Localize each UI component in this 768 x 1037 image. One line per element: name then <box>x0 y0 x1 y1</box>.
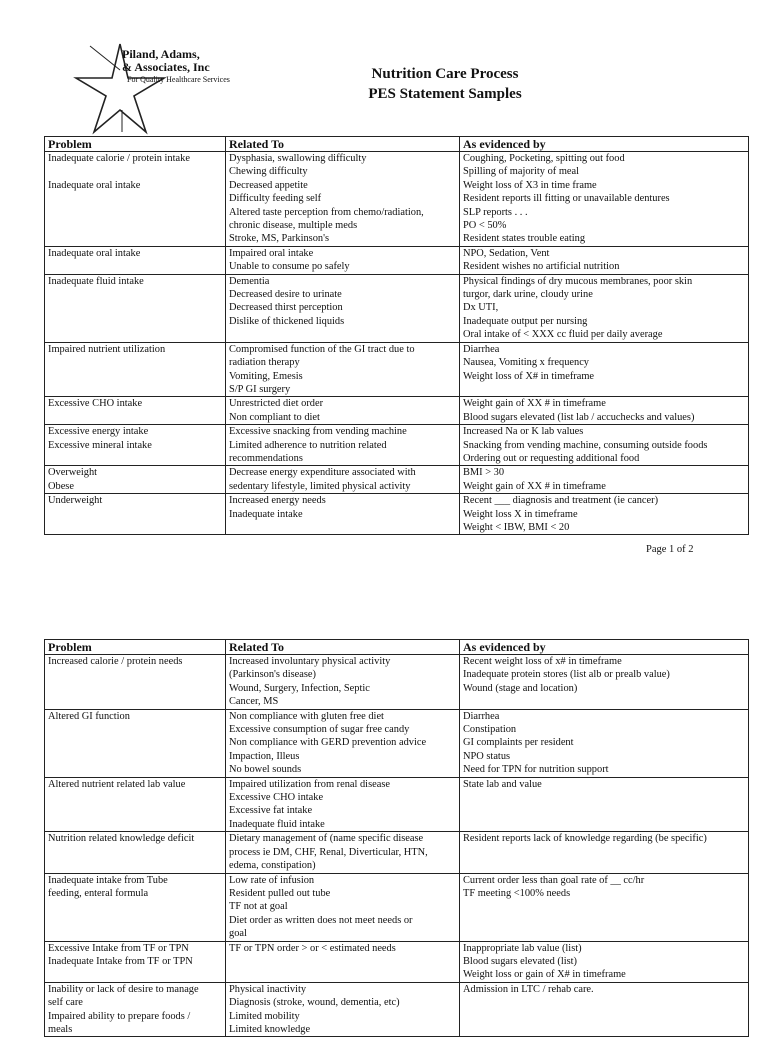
cell-line: meals <box>48 1023 73 1035</box>
related-to-cell <box>226 982 460 1037</box>
logo-line-1: Piland, Adams, <box>122 47 200 61</box>
document-title: Nutrition Care Process <box>371 66 519 82</box>
table-row <box>45 941 749 982</box>
problem-cell <box>45 655 226 710</box>
cell-line: Weight < IBW, BMI < 20 <box>463 521 570 533</box>
related-to-cell <box>226 494 460 535</box>
cell-line: GI complaints per resident <box>463 737 574 749</box>
cell-line: Weight loss X in timeframe <box>463 508 578 520</box>
cell-line: Nutrition related knowledge deficit <box>48 833 195 845</box>
cell-line: Compromised function of the GI tract due to <box>229 343 415 355</box>
cell-line: Weight loss of X# in timeframe <box>463 370 595 382</box>
cell-line: chronic disease, multiple meds <box>229 220 358 232</box>
header-problem: Problem <box>45 137 226 152</box>
cell-line: Increased energy needs <box>229 495 326 507</box>
document-subtitle: PES Statement Samples <box>368 86 522 102</box>
cell-line: Blood sugars elevated (list) <box>463 955 577 967</box>
related-to-cell <box>226 246 460 274</box>
problem-cell <box>45 709 226 777</box>
cell-line: Diet order as written does not meet needs or <box>229 914 413 926</box>
cell-line: Inadequate calorie / protein intake <box>48 153 190 164</box>
cell-line: Constipation <box>463 724 517 736</box>
cell-line: TF meeting <100% needs <box>463 887 571 899</box>
table-body <box>45 152 749 535</box>
cell-line: Low rate of infusion <box>229 874 315 886</box>
cell-line: Coughing, Pocketing, spitting out food <box>463 153 625 164</box>
related-to-cell <box>226 425 460 466</box>
problem-cell <box>45 274 226 342</box>
cell-line: Altered taste perception from chemo/radiation, <box>229 206 424 218</box>
header-related-to: Related To <box>226 640 460 655</box>
evidence-cell <box>460 274 749 342</box>
cell-line: turgor, dark urine, cloudy urine <box>463 289 593 301</box>
cell-line: Oral intake of < XXX cc fluid per daily average <box>463 329 663 341</box>
related-to-cell <box>226 397 460 425</box>
related-to-cell <box>226 466 460 494</box>
cell-line: Resident states trouble eating <box>463 233 586 245</box>
problem-cell <box>45 941 226 982</box>
problem-cell <box>45 466 226 494</box>
cell-line: Excessive mineral intake <box>48 439 152 451</box>
cell-line: Dietary management of (name specific disease <box>229 833 424 845</box>
cell-line: Decreased desire to urinate <box>229 289 342 301</box>
cell-line: Admission in LTC / rehab care. <box>463 983 594 995</box>
cell-line: Difficulty feeding self <box>229 193 322 205</box>
cell-line: Weight gain of XX # in timeframe <box>463 398 606 410</box>
cell-line: Inadequate oral intake <box>48 179 141 191</box>
cell-line: Inadequate output per nursing <box>463 315 588 327</box>
cell-line: Limited knowledge <box>229 1023 311 1035</box>
cell-line: goal <box>229 928 247 940</box>
problem-cell <box>45 832 226 873</box>
cell-line: Stroke, MS, Parkinson's <box>229 233 330 245</box>
evidence-cell <box>460 709 749 777</box>
cell-line: Wound, Surgery, Infection, Septic <box>229 682 370 694</box>
cell-line: Altered nutrient related lab value <box>48 778 186 790</box>
table-row <box>45 494 749 535</box>
cell-line: Impaired ability to prepare foods / <box>48 1010 191 1022</box>
cell-line: TF or TPN order > or < estimated needs <box>229 942 396 954</box>
cell-line: Weight gain of XX # in timeframe <box>463 480 606 492</box>
evidence-cell <box>460 152 749 247</box>
cell-line: Non compliance with GERD prevention advice <box>229 737 427 749</box>
problem-cell <box>45 397 226 425</box>
cell-line: Unable to consume po safely <box>229 261 350 273</box>
cell-line: sedentary lifestyle, limited physical activity <box>229 480 411 492</box>
evidence-cell <box>460 982 749 1037</box>
problem-cell <box>45 873 226 941</box>
table-row <box>45 397 749 425</box>
cell-line: Nausea, Vomiting x frequency <box>463 357 590 369</box>
cell-line: State lab and value <box>463 778 542 790</box>
cell-line: Blood sugars elevated (list lab / accuchecks and values) <box>463 411 695 423</box>
cell-line: Dislike of thickened liquids <box>229 315 345 327</box>
cell-line: Inadequate Intake from TF or TPN <box>48 955 193 967</box>
table-row <box>45 982 749 1037</box>
cell-line <box>48 165 222 178</box>
cell-line: Inadequate intake from Tube <box>48 874 168 886</box>
cell-line: PO < 50% <box>463 220 507 232</box>
cell-line: Excessive snacking from vending machine <box>229 426 407 438</box>
cell-line: Inadequate protein stores (list alb or prealb value) <box>463 669 670 681</box>
cell-line: Resident reports lack of knowledge regarding (be specific) <box>463 833 707 845</box>
related-to-cell <box>226 709 460 777</box>
table-row <box>45 873 749 941</box>
table-row <box>45 466 749 494</box>
cell-line: Limited mobility <box>229 1010 300 1022</box>
cell-line: Excessive fat intake <box>229 805 313 817</box>
cell-line: Impaction, Illeus <box>229 750 300 762</box>
cell-line: Increased Na or K lab values <box>463 426 584 438</box>
cell-line: recommendations <box>229 452 303 464</box>
cell-line: Wound (stage and location) <box>463 682 578 694</box>
cell-line: Diarrhea <box>463 710 500 722</box>
cell-line: Impaired nutrient utilization <box>48 343 166 355</box>
cell-line: Physical inactivity <box>229 983 307 995</box>
cell-line: Physical findings of dry mucous membranes, poor skin <box>463 275 693 287</box>
pes-table-page-2 <box>44 639 749 1037</box>
cell-line: self care <box>48 997 83 1009</box>
table-header-row <box>45 137 749 152</box>
table-row <box>45 655 749 710</box>
table-header-row <box>45 640 749 655</box>
cell-line: Non compliance with gluten free diet <box>229 710 384 722</box>
logo-tagline: For Quality Healthcare Services <box>127 75 230 84</box>
cell-line: Obese <box>48 480 74 492</box>
cell-line: Recent ___ diagnosis and treatment (ie cancer) <box>463 495 659 507</box>
evidence-cell <box>460 425 749 466</box>
problem-cell <box>45 777 226 832</box>
cell-line: Decreased thirst perception <box>229 302 343 314</box>
cell-line: Ordering out or requesting additional food <box>463 452 640 464</box>
related-to-cell <box>226 873 460 941</box>
cell-line: Limited adherence to nutrition related <box>229 439 387 451</box>
cell-line: Decrease energy expenditure associated with <box>229 467 416 479</box>
cell-line: Inappropriate lab value (list) <box>463 942 582 954</box>
related-to-cell <box>226 274 460 342</box>
cell-line: Excessive CHO intake <box>229 792 324 804</box>
header-related-to: Related To <box>226 137 460 152</box>
table-row <box>45 709 749 777</box>
cell-line: Current order less than goal rate of __ cc/hr <box>463 874 645 886</box>
cell-line: (Parkinson's disease) <box>229 669 317 681</box>
cell-line: Spilling of majority of meal <box>463 166 580 178</box>
cell-line: Increased involuntary physical activity <box>229 656 391 667</box>
cell-line: TF not at goal <box>229 901 288 913</box>
cell-line: S/P GI surgery <box>229 383 291 395</box>
table-row <box>45 777 749 832</box>
problem-cell <box>45 494 226 535</box>
cell-line: Inadequate fluid intake <box>48 275 144 287</box>
evidence-cell <box>460 342 749 397</box>
problem-cell <box>45 152 226 247</box>
evidence-cell <box>460 832 749 873</box>
evidence-cell <box>460 246 749 274</box>
problem-cell <box>45 425 226 466</box>
cell-line: process ie DM, CHF, Renal, Diverticular, HTN, <box>229 846 428 858</box>
table-row <box>45 832 749 873</box>
table-row <box>45 152 749 247</box>
cell-line: radiation therapy <box>229 357 300 369</box>
cell-line: NPO, Sedation, Vent <box>463 247 550 259</box>
cell-line: BMI > 30 <box>463 467 505 479</box>
cell-line: Weight loss of X3 in time frame <box>463 179 597 191</box>
cell-line: Decreased appetite <box>229 179 308 191</box>
cell-line: Need for TPN for nutrition support <box>463 764 609 776</box>
evidence-cell <box>460 494 749 535</box>
cell-line: Chewing difficulty <box>229 166 308 178</box>
related-to-cell <box>226 655 460 710</box>
evidence-cell <box>460 397 749 425</box>
related-to-cell <box>226 941 460 982</box>
header-evidenced-by: As evidenced by <box>460 640 749 655</box>
evidence-cell <box>460 777 749 832</box>
cell-line: SLP reports . . . <box>463 206 528 218</box>
cell-line: Diagnosis (stroke, wound, dementia, etc) <box>229 997 400 1009</box>
evidence-cell <box>460 466 749 494</box>
cell-line: Altered GI function <box>48 710 130 722</box>
table-row <box>45 425 749 466</box>
cell-line: Excessive CHO intake <box>48 398 143 410</box>
cell-line: Dx UTI, <box>463 302 499 314</box>
cell-line: Inability or lack of desire to manage <box>48 983 199 995</box>
table-row <box>45 274 749 342</box>
cell-line: Inadequate fluid intake <box>229 818 325 830</box>
cell-line: feeding, enteral formula <box>48 887 149 899</box>
cell-line: No bowel sounds <box>229 764 302 776</box>
cell-line: Inadequate oral intake <box>48 247 141 259</box>
pes-table-page-1 <box>44 136 749 535</box>
cell-line: Unrestricted diet order <box>229 398 324 410</box>
related-to-cell <box>226 777 460 832</box>
cell-line: Overweight <box>48 467 98 479</box>
cell-line: edema, constipation) <box>229 860 316 872</box>
related-to-cell <box>226 832 460 873</box>
logo-line-2: & Associates, Inc <box>122 60 210 74</box>
cell-line: Increased calorie / protein needs <box>48 656 183 667</box>
cell-line: Excessive energy intake <box>48 426 149 438</box>
cell-line: Excessive Intake from TF or TPN <box>48 942 189 954</box>
page-number: Page 1 of 2 <box>646 544 694 555</box>
evidence-cell <box>460 873 749 941</box>
company-logo <box>72 40 252 136</box>
cell-line: Resident reports ill fitting or unavailable dentures <box>463 193 670 205</box>
header-evidenced-by: As evidenced by <box>460 137 749 152</box>
cell-line: Recent weight loss of x# in timeframe <box>463 656 622 667</box>
cell-line: Non compliant to diet <box>229 411 320 423</box>
related-to-cell <box>226 342 460 397</box>
table-row <box>45 342 749 397</box>
cell-line: Excessive consumption of sugar free candy <box>229 724 410 736</box>
cell-line: Underweight <box>48 495 103 507</box>
cell-line: Vomiting, Emesis <box>229 370 303 382</box>
cell-line: Resident pulled out tube <box>229 887 331 899</box>
cell-line: Impaired oral intake <box>229 247 314 259</box>
cell-line: Resident wishes no artificial nutrition <box>463 261 620 273</box>
problem-cell <box>45 982 226 1037</box>
cell-line: Inadequate intake <box>229 508 303 520</box>
evidence-cell <box>460 655 749 710</box>
problem-cell <box>45 342 226 397</box>
header-problem: Problem <box>45 640 226 655</box>
related-to-cell <box>226 152 460 247</box>
cell-line: Diarrhea <box>463 343 500 355</box>
table-row <box>45 246 749 274</box>
evidence-cell <box>460 941 749 982</box>
cell-line: Dementia <box>229 275 270 287</box>
cell-line: Snacking from vending machine, consuming outside foods <box>463 439 708 451</box>
table-body <box>45 655 749 1037</box>
cell-line: Impaired utilization from renal disease <box>229 778 390 790</box>
cell-line: Cancer, MS <box>229 696 279 708</box>
cell-line: Dysphasia, swallowing difficulty <box>229 153 367 164</box>
problem-cell <box>45 246 226 274</box>
cell-line: NPO status <box>463 750 511 762</box>
cell-line: Weight loss or gain of X# in timeframe <box>463 969 626 981</box>
